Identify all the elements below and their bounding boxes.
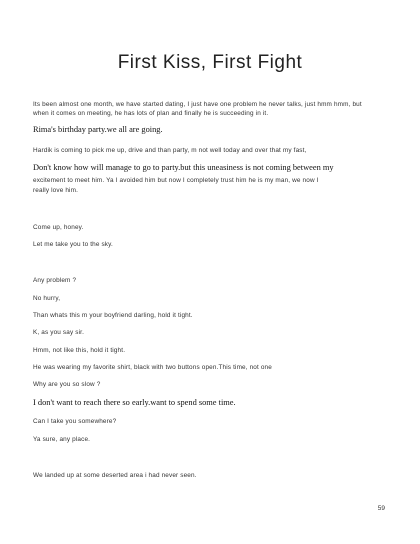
paragraph-line: No hurry, [33, 295, 61, 302]
paragraph-line: I don't want to reach there so early.want to spend some time. [33, 398, 236, 407]
page-number: 59 [377, 505, 385, 512]
paragraph-line: Let me take you to the sky. [33, 241, 113, 248]
paragraph-line: Can I take you somewhere? [33, 418, 117, 425]
paragraph-line: He was wearing my favorite shirt, black with two buttons open.This time, not one [33, 364, 272, 371]
paragraph-line: Its been almost one month, we have started dating, I just have one problem he never talks, just hmm hmm, but when it comes on meeting, he has lots of plan and finally he is succeeding in it. [33, 101, 362, 117]
paragraph-line: Any problem ? [33, 277, 77, 284]
paragraph-line: Rima's birthday party.we all are going. [33, 125, 163, 134]
paragraph-line: Don't know how will manage to go to party.but this uneasiness is not coming between my [33, 163, 334, 172]
paragraph-line: excitement to meet him. Ya I avoided him but now I completely trust him he is my man, we now I [33, 177, 319, 184]
paragraph-line: K, as you say sir. [33, 329, 85, 336]
paragraph-line: Ya sure, any place. [33, 436, 91, 443]
paragraph-line: Why are you so slow ? [33, 381, 101, 388]
paragraph-line: really love him. [33, 187, 79, 194]
paragraph-line: Hardik is coming to pick me up, drive and than party, m not well today and over that my fast, [33, 147, 307, 154]
chapter-title: First Kiss, First Fight [117, 52, 303, 73]
paragraph-line: Hmm, not like this, hold it tight. [33, 347, 126, 354]
paragraph-line: We landed up at some deserted area i had never seen. [33, 472, 197, 479]
paragraph-line: Than whats this m your boyfriend darling, hold it tight. [33, 312, 193, 319]
paragraph-line: Come up, honey. [33, 224, 84, 231]
